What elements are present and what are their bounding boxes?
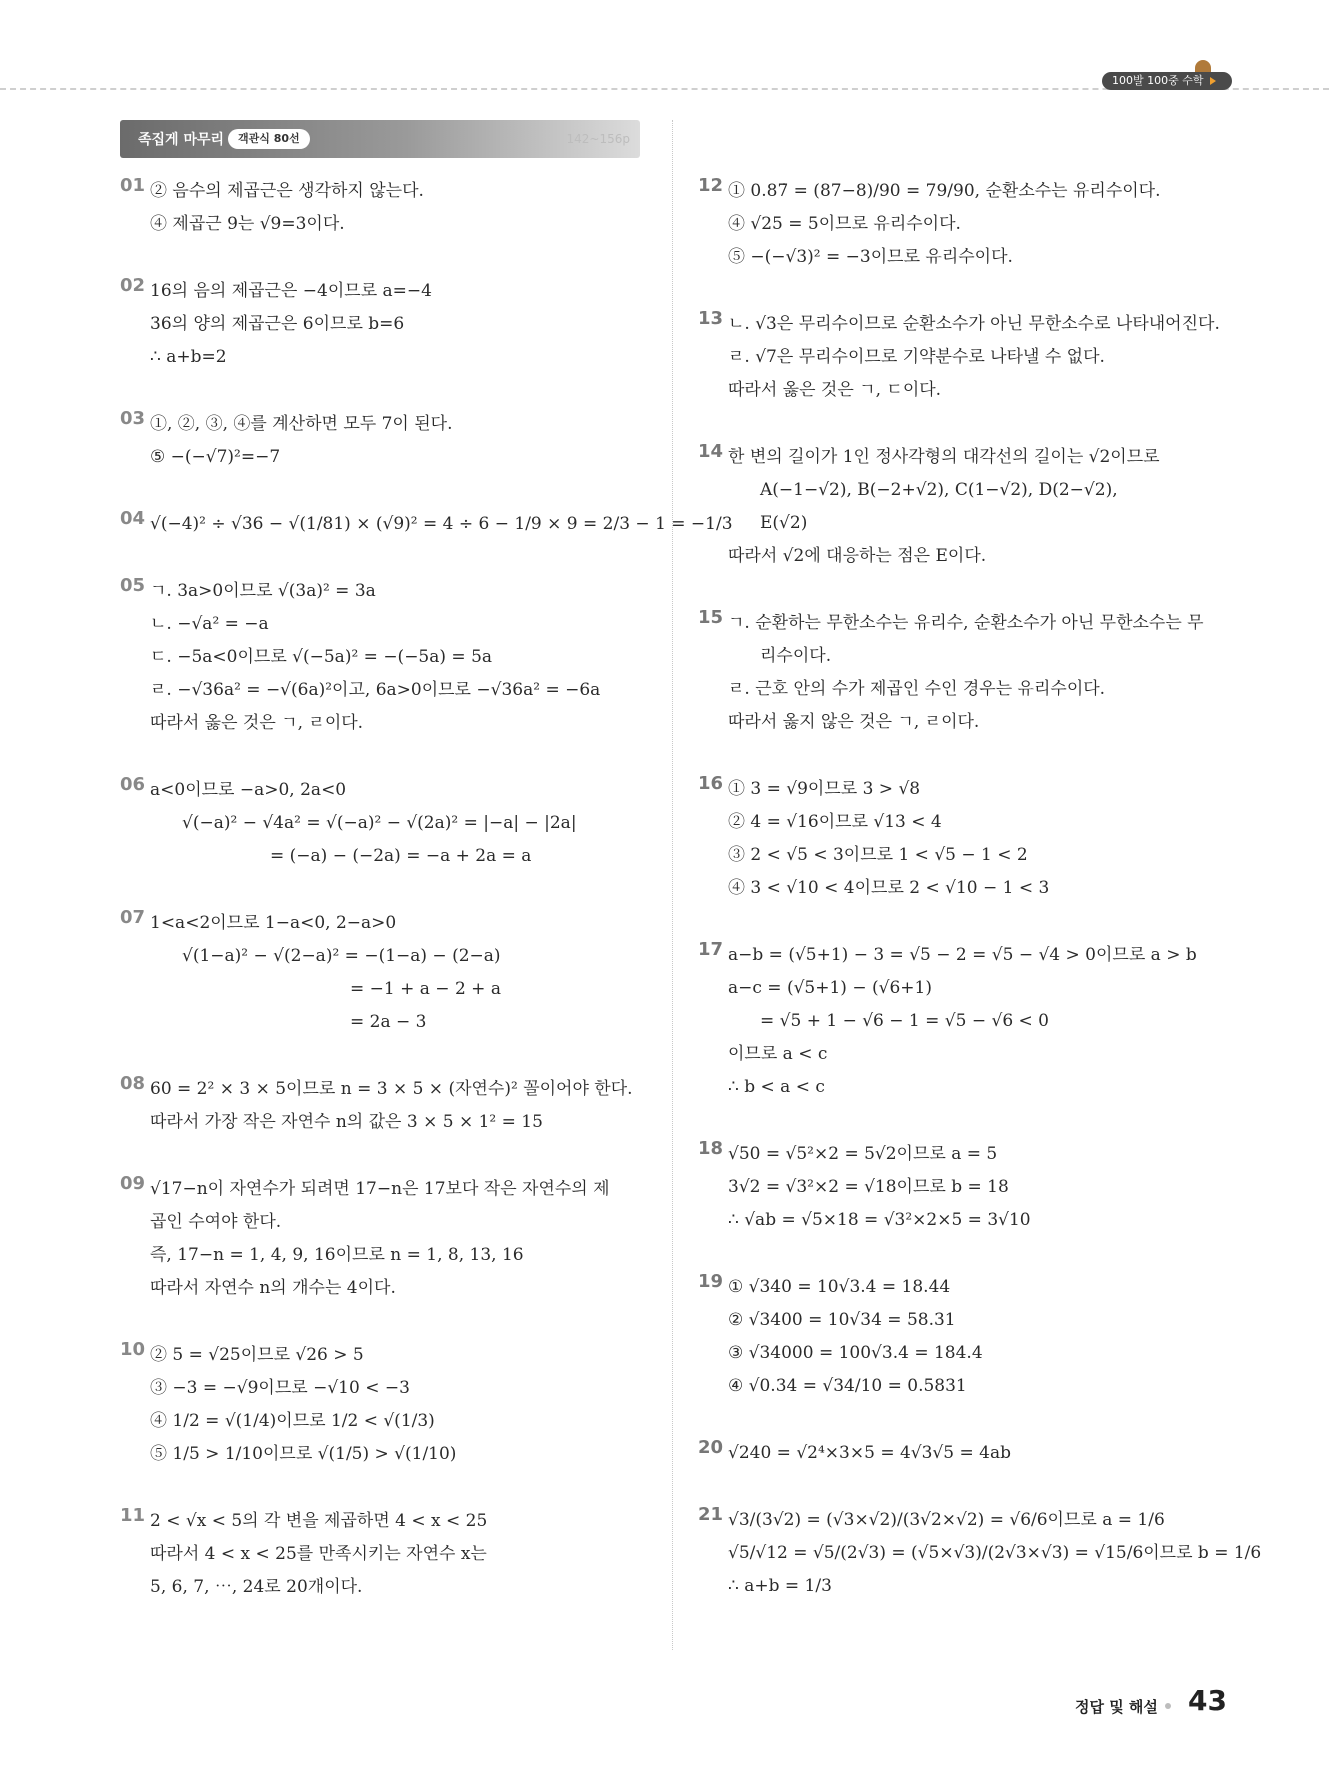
problem-15 [698,607,1243,739]
solution-line: ③ −3 = −√9이므로 −√10 < −3 [150,1378,410,1398]
problem-number: 18 [698,1138,724,1159]
solution-line: √(−a)² − √4a² = √(−a)² − √(2a)² = |−a| − |2a| [182,813,577,833]
solution-line: 36의 양의 제곱근은 6이므로 b=6 [150,314,405,334]
problem-21 [698,1504,1262,1603]
solution-line: ㄹ. −√36a² = −√(6a)²이고, 6a>0이므로 −√36a² = −6a [150,680,601,700]
solution-line: ∴ b < a < c [728,1077,825,1097]
problem-number: 12 [698,175,724,196]
problem-number: 01 [120,175,146,196]
solution-line: ⑤ 1/5 > 1/10이므로 √(1/5) > √(1/10) [150,1444,457,1464]
solution-line: 따라서 자연수 n의 개수는 4이다. [150,1278,396,1298]
solution-line: a<0이므로 −a>0, 2a<0 [150,780,347,800]
solution-line: 60 = 2² × 3 × 5이므로 n = 3 × 5 × (자연수)² 꼴이어야 한다. [150,1079,633,1099]
problem-number: 04 [120,508,146,529]
problem-number: 09 [120,1173,146,1194]
problem-04 [120,508,733,541]
section-pages: 142~156p [566,132,630,146]
solution-line: 1<a<2이므로 1−a<0, 2−a>0 [150,913,397,933]
solution-line: ㄹ. √7은 무리수이므로 기약분수로 나타낼 수 없다. [728,347,1105,367]
solution-line: ㄴ. √3은 무리수이므로 순환소수가 아닌 무한소수로 나타내어진다. [728,314,1220,334]
problem-05 [120,575,655,740]
solution-line: ① 0.87̇ = (87−8)/90 = 79/90, 순환소수는 유리수이다. [728,181,1161,201]
problem-number: 14 [698,441,724,462]
solution-line: 5, 6, 7, ⋯, 24로 20개이다. [150,1577,363,1597]
solution-line: ∴ √ab = √5×18 = √3²×2×5 = 3√10 [728,1210,1031,1230]
solution-line: √5/√12 = √5/(2√3) = (√5×√3)/(2√3×√3) = √15/6이므로 b = 1/6 [728,1543,1262,1563]
problem-number: 06 [120,774,146,795]
problem-19 [698,1271,1243,1403]
problem-number: 07 [120,907,146,928]
solution-line: 즉, 17−n = 1, 4, 9, 16이므로 n = 1, 8, 13, 16 [150,1245,524,1265]
solution-line: ④ 3 < √10 < 4이므로 2 < √10 − 1 < 3 [728,878,1050,898]
solution-line: = (−a) − (−2a) = −a + 2a = a [270,846,532,866]
problem-07 [120,907,655,1039]
solution-line: 따라서 4 < x < 25를 만족시키는 자연수 x는 [150,1544,487,1564]
solution-line: ①, ②, ③, ④를 계산하면 모두 7이 된다. [150,414,453,434]
solution-line: a−c = (√5+1) − (√6+1) [728,978,932,998]
problem-14 [698,441,1243,573]
solution-line: ② 4 = √16이므로 √13 < 4 [728,812,942,832]
problem-number: 05 [120,575,146,596]
solution-line: ㄱ. 3a>0이므로 √(3a)² = 3a [150,581,376,601]
solution-line: ④ 제곱근 9는 √9=3이다. [150,214,345,234]
problem-17 [698,939,1243,1104]
solution-line: ⑤ −(−√3)² = −3이므로 유리수이다. [728,247,1013,267]
solution-line: ∴ a+b = 1/3 [728,1576,832,1596]
solution-line: 곱인 수여야 한다. [150,1212,282,1232]
problem-06 [120,774,655,873]
solution-line: ㄷ. −5a<0이므로 √(−5a)² = −(−5a) = 5a [150,647,493,667]
problem-01 [120,175,655,241]
solution-line: 따라서 가장 작은 자연수 n의 값은 3 × 5 × 1² = 15 [150,1112,543,1132]
solution-line: a−b = (√5+1) − 3 = √5 − 2 = √5 − √4 > 0이므로 a > b [728,945,1197,965]
problem-number: 08 [120,1073,146,1094]
problem-08 [120,1073,655,1139]
solution-line: ④ √25 = 5이므로 유리수이다. [728,214,961,234]
arrow-icon [1210,77,1216,85]
problem-16 [698,773,1243,905]
problem-number: 20 [698,1437,724,1458]
solution-line: 리수이다. [760,646,832,666]
problem-number: 17 [698,939,724,960]
footer-label: 정답 및 해설 [1075,1698,1158,1716]
solution-line: ④ 1/2 = √(1/4)이므로 1/2 < √(1/3) [150,1411,435,1431]
solution-line: ② √3400 = 10√34 = 58.31 [728,1310,956,1330]
right-column [698,175,1262,1637]
solution-line: 3√2 = √3²×2 = √18이므로 b = 18 [728,1177,1009,1197]
solution-line: 따라서 √2에 대응하는 점은 E이다. [728,546,987,566]
solution-line: 2 < √x < 5의 각 변을 제곱하면 4 < x < 25 [150,1511,488,1531]
section-title: 족집게 마무리 [138,132,225,148]
solution-line: 따라서 옳은 것은 ㄱ, ㄷ이다. [728,380,942,400]
column-divider [672,120,673,1650]
solution-line: E(√2) [760,513,808,533]
solution-line: ⑤ −(−√7)²=−7 [150,447,281,467]
problem-09 [120,1173,655,1305]
problem-02 [120,275,655,374]
solution-line: ㄱ. 순환하는 무한소수는 유리수, 순환소수가 아닌 무한소수는 무 [728,613,1204,633]
problem-number: 11 [120,1505,146,1526]
solution-line: 따라서 옳은 것은 ㄱ, ㄹ이다. [150,713,364,733]
problem-number: 21 [698,1504,724,1525]
solution-line: ② 음수의 제곱근은 생각하지 않는다. [150,181,424,201]
solution-line: ㄹ. 근호 안의 수가 제곱인 수인 경우는 유리수이다. [728,679,1106,699]
problem-number: 19 [698,1271,724,1292]
page-number: 43 [1188,1684,1227,1717]
book-title-badge: 100발 100중 수학 [1102,72,1232,90]
solution-line: √17−n이 자연수가 되려면 17−n은 17보다 작은 자연수의 제 [150,1179,610,1199]
problem-20 [698,1437,1243,1470]
problem-number: 15 [698,607,724,628]
solution-line: ② 5 = √25이므로 √26 > 5 [150,1345,364,1365]
section-pill: 객관식 80선 [228,129,310,149]
problem-number: 03 [120,408,146,429]
problem-03 [120,408,655,474]
solution-line: ① √340 = 10√3.4 = 18.44 [728,1277,951,1297]
solution-line: 따라서 옳지 않은 것은 ㄱ, ㄹ이다. [728,712,980,732]
section-banner [120,120,640,158]
problem-number: 13 [698,308,724,329]
solution-line: 이므로 a < c [728,1044,828,1064]
solution-line: 16의 음의 제곱근은 −4이므로 a=−4 [150,281,432,301]
footer-dot-icon [1165,1703,1171,1709]
solution-line: ③ √34000 = 100√3.4 = 184.4 [728,1343,983,1363]
solution-line: ∴ a+b=2 [150,347,227,367]
problem-12 [698,175,1243,274]
problem-18 [698,1138,1243,1237]
problem-13 [698,308,1243,407]
problem-11 [120,1505,655,1604]
left-column [120,175,733,1638]
solution-line: = −1 + a − 2 + a [350,979,501,999]
solution-line: ① 3 = √9이므로 3 > √8 [728,779,921,799]
solution-line: ③ 2 < √5 < 3이므로 1 < √5 − 1 < 2 [728,845,1028,865]
solution-line: ④ √0.34 = √34/10 = 0.5831 [728,1376,967,1396]
solution-line: ㄴ. −√a² = −a [150,614,269,634]
solution-line: √(−4)² ÷ √36 − √(1/81) × (√9)² = 4 ÷ 6 − 1/9 × 9 = 2/3 − 1 = −1/3 [150,514,733,534]
problem-number: 02 [120,275,146,296]
solution-line: √240 = √2⁴×3×5 = 4√3√5 = 4ab [728,1443,1011,1463]
problem-number: 10 [120,1339,146,1360]
solution-line: 한 변의 길이가 1인 정사각형의 대각선의 길이는 √2이므로 [728,447,1160,467]
solution-line: √3/(3√2) = (√3×√2)/(3√2×√2) = √6/6이므로 a = 1/6 [728,1510,1165,1530]
problem-number: 16 [698,773,724,794]
solution-line: A(−1−√2), B(−2+√2), C(1−√2), D(2−√2), [760,480,1118,500]
solution-line: = 2a − 3 [350,1012,427,1032]
solution-line: √(1−a)² − √(2−a)² = −(1−a) − (2−a) [182,946,501,966]
solution-line: √50 = √5²×2 = 5√2이므로 a = 5 [728,1144,998,1164]
solution-line: = √5 + 1 − √6 − 1 = √5 − √6 < 0 [760,1011,1049,1031]
problem-10 [120,1339,655,1471]
